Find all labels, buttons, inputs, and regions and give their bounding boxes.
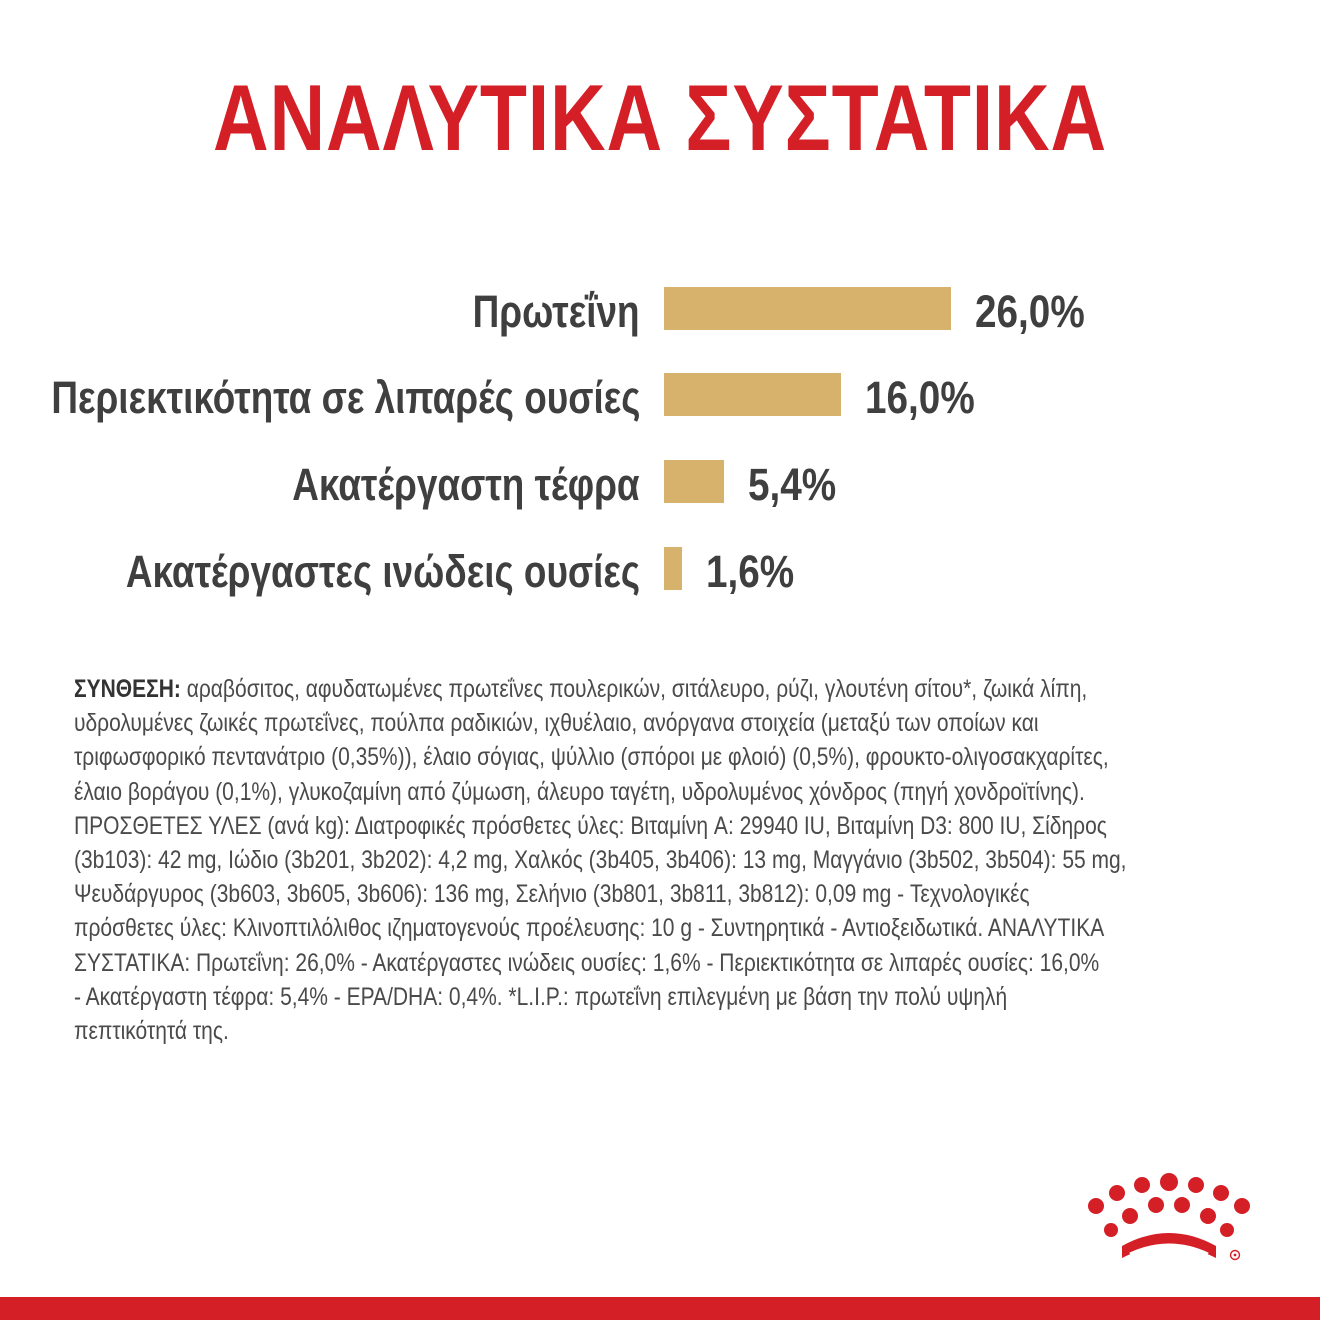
- value-label: 1,6%: [706, 546, 795, 597]
- category-label: Πρωτεΐνη: [473, 286, 640, 337]
- bar: [664, 287, 951, 330]
- category-label: Ακατέργαστες ινώδεις ουσίες: [125, 546, 640, 597]
- royal-canin-crown-icon: [1086, 1172, 1258, 1272]
- composition-line: πρόσθετες ύλες: Κλινοπτιλόλιθος ιζηματογενούς προέλευσης: 10 g - Συντηρητικά - Αντιοξειδωτικά. ΑΝΑΛΥΤΙΚΑ: [74, 914, 1105, 943]
- composition-first-line: αραβόσιτος, αφυδατωμένες πρωτεΐνες πουλερικών, σιτάλευρο, ρύζι, γλουτένη σίτου*, ζωικά λίπη,: [180, 675, 1088, 703]
- composition-lead: ΣΥΝΘΕΣΗ:: [74, 675, 181, 703]
- composition-line: - Ακατέργαστη τέφρα: 5,4% - EPA/DHA: 0,4%. *L.I.P.: πρωτεΐνη επιλεγμένη με βάση την πολύ υψηλή: [74, 982, 1008, 1011]
- value-label: 5,4%: [748, 459, 837, 510]
- composition-line: (3b103): 42 mg, Ιώδιο (3b201, 3b202): 4,2 mg, Χαλκός (3b405, 3b406): 13 mg, Μαγγάνιο (3b502, 3b504): 55 mg,: [74, 846, 1127, 875]
- page-title: ΑΝΑΛΥΤΙΚΑ ΣΥΣΤΑΤΙΚΑ: [212, 65, 1108, 170]
- composition-line: πεπτικότητά της.: [74, 1017, 229, 1046]
- composition-line: ΣΥΣΤΑΤΙΚΑ: Πρωτεΐνη: 26,0% - Ακατέργαστες ινώδεις ουσίες: 1,6% - Περιεκτικότητα σε λιπαρές ουσίες: 16,0%: [74, 948, 1100, 977]
- value-label: 16,0%: [865, 372, 975, 423]
- bar: [664, 373, 841, 416]
- composition-line: Ψευδάργυρος (3b603, 3b605, 3b606): 136 mg, Σελήνιο (3b801, 3b811, 3b812): 0,09 mg - Τεχνολογικές: [74, 880, 1030, 909]
- composition-line: έλαιο βοράγου (0,1%), γλυκοζαμίνη από ζύμωση, άλευρο ταγέτη, υδρολυμένος χόνδρος (πηγή χονδροϊτίνης).: [74, 777, 1085, 806]
- bar: [664, 547, 682, 590]
- composition-line: ΠΡΟΣΘΕΤΕΣ ΥΛΕΣ (ανά kg): Διατροφικές πρόσθετες ύλες: Βιταμίνη A: 29940 IU, Βιταμίνη D3: 800 IU, Σίδηρος: [74, 811, 1107, 840]
- bottom-accent-bar: [0, 1297, 1320, 1320]
- category-label: Ακατέργαστη τέφρα: [292, 459, 640, 510]
- category-label: Περιεκτικότητα σε λιπαρές ουσίες: [50, 372, 640, 423]
- value-label: 26,0%: [975, 286, 1085, 337]
- composition-line-0: [74, 672, 1248, 706]
- composition-line: υδρολυμένες ζωικές πρωτεΐνες, πούλπα ραδικιών, ιχθυέλαιο, ανόργανα στοιχεία (μεταξύ των οποίων και: [74, 709, 1039, 738]
- composition-text: [74, 672, 1248, 1048]
- composition-line: τριφωσφορικό πεντανάτριο (0,35%)), έλαιο σόγιας, ψύλλιο (σπόροι με φλοιό) (0,5%), φρουκτο-ολιγοσακχαρίτες,: [74, 743, 1109, 772]
- bar: [664, 460, 724, 503]
